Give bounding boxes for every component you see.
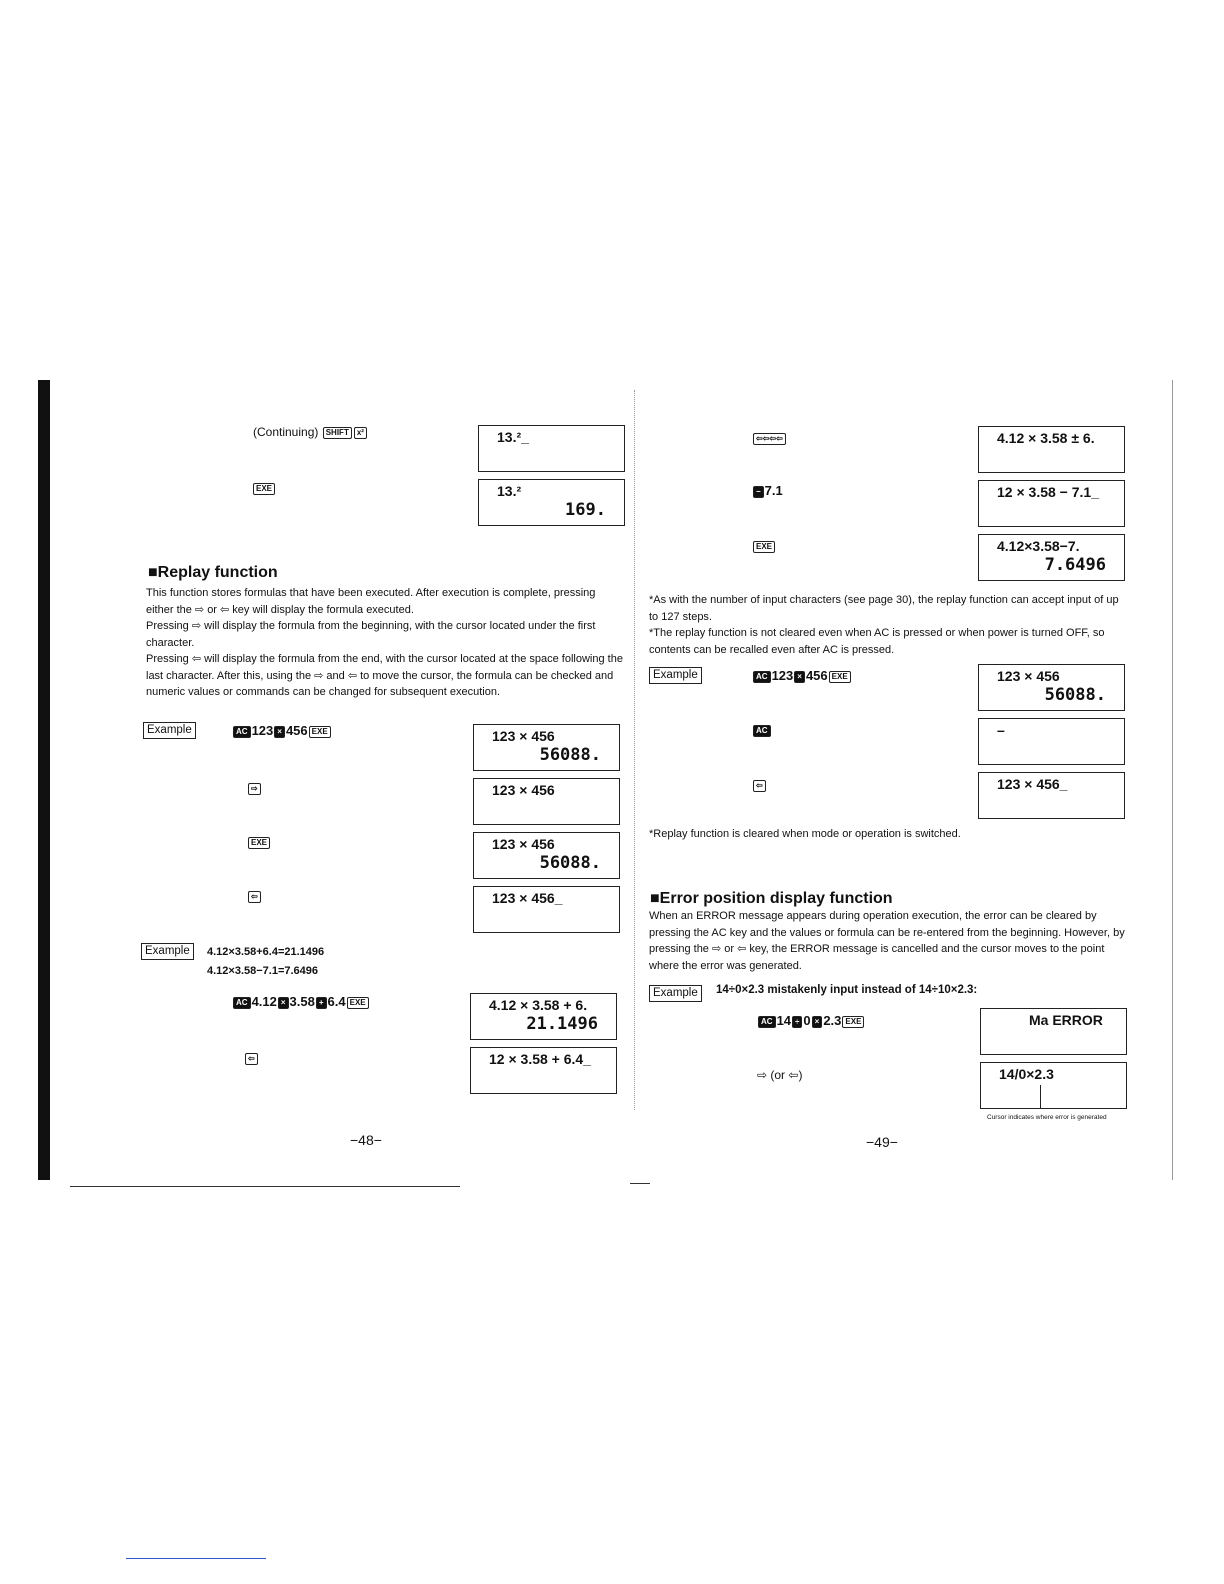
replay-para-1: This function stores formulas that have been executed. After execution is complete, pressing either the ⇨ or ⇦ key will display the formula executed.	[146, 587, 596, 616]
continuing-line	[253, 425, 368, 439]
example-1-keys: AC 123 × 456 EXE	[232, 723, 332, 738]
exe-key: EXE	[253, 483, 275, 495]
x-squared-key: x²	[354, 427, 367, 439]
lcd-ex4-a: Ma ERROR	[980, 1008, 1127, 1055]
continuing-label: (Continuing)	[253, 425, 319, 439]
example-2-keys: AC 4.12 × 3.58 + 6.4 EXE	[232, 994, 370, 1009]
binding-edge	[38, 380, 50, 1180]
lcd-ex1-a: 123 × 456 56088.	[473, 724, 620, 771]
lcd-line1: 13.²_	[497, 429, 529, 445]
exe-key-ex1: EXE	[247, 834, 271, 852]
lcd-line1: 13.²	[497, 483, 522, 499]
page-number-left: −48−	[350, 1132, 382, 1148]
replay-heading: ■Replay function	[148, 564, 278, 581]
lcd-ex1-b: 123 × 456	[473, 778, 620, 825]
example-2-label: Example	[141, 941, 194, 960]
lcd-display-2	[478, 479, 625, 526]
left-arrow-key: ⇦	[247, 888, 262, 906]
lcd-ex1-d: 123 × 456_	[473, 886, 620, 933]
lcd-ex2-a: 4.12 × 3.58 + 6. 21.1496	[470, 993, 617, 1040]
replay-cleared-note: *Replay function is cleared when mode or operation is switched.	[649, 828, 961, 840]
lcd-ex2-b: 12 × 3.58 + 6.4_	[470, 1047, 617, 1094]
lcd-r-1: 4.12 × 3.58 ± 6.	[978, 426, 1125, 473]
left-arrow-key-r: ⇦	[752, 777, 767, 795]
replay-para-2: Pressing ⇨ will display the formula from the beginning, with the cursor located under the first character.	[146, 620, 596, 649]
example-4-text: 14÷0×2.3 mistakenly input instead of 14÷10×2.3:	[716, 984, 978, 996]
error-heading: ■Error position display function	[650, 890, 893, 907]
right-arrow-key: ⇨	[247, 780, 262, 798]
lcd-ex3-b: –	[978, 718, 1125, 765]
shift-key: SHIFT	[323, 427, 352, 439]
lcd-ex3-a: 123 × 456 56088.	[978, 664, 1125, 711]
lcd-ex4-b: 14/0×2.3	[980, 1062, 1127, 1109]
ac-key-r: AC	[752, 722, 772, 740]
example-4-keys: AC 14 ÷ 0 × 2.3 EXE	[757, 1013, 865, 1028]
right-edge	[1172, 380, 1173, 1180]
lcd-ex1-c: 123 × 456 56088.	[473, 832, 620, 879]
lcd-r-3: 4.12×3.58−7. 7.6496	[978, 534, 1125, 581]
example-1-label: Example	[143, 720, 196, 739]
exe-key-r: EXE	[752, 538, 776, 556]
exe-key-line	[252, 480, 276, 498]
lcd-line2: 169.	[565, 500, 606, 520]
error-description: When an ERROR message appears during operation execution, the error can be cleared by pressing the AC key and the values or formula can be re-entered from the beginning. However, by pressing the ⇨ or ⇦ key, the ERROR message is cancelled and the cursor moves to the point where the error was generated.	[649, 910, 1125, 972]
page-number-right: −49−	[866, 1134, 898, 1150]
lcd-ex3-c: 123 × 456_	[978, 772, 1125, 819]
replay-notes: *As with the number of input characters (see page 30), the replay function can accept input of up to 127 steps. *The replay function is not cleared even when AC is pressed or when power is turned OFF, so contents can be recalled even after AC is pressed.	[649, 594, 1119, 656]
error-cursor-arrow	[1040, 1085, 1041, 1109]
example-2-formulas: 4.12×3.58+6.4=21.1496 4.12×3.58−7.1=7.6496	[207, 946, 325, 977]
bottom-rule	[70, 1186, 460, 1187]
minus-entry: − 7.1	[752, 483, 783, 498]
lcd-r-2: 12 × 3.58 − 7.1_	[978, 480, 1125, 527]
example-4-label: Example	[649, 983, 702, 1002]
cursor-caption: Cursor indicates where error is generated	[987, 1114, 1107, 1121]
example-3-keys: AC 123 × 456 EXE	[752, 668, 852, 683]
left-arrow-key-ex2: ⇦	[244, 1050, 259, 1068]
example-3-label: Example	[649, 665, 702, 684]
replay-description	[146, 585, 624, 701]
replay-para-3: Pressing ⇦ will display the formula from the end, with the cursor located at the space following the last character. After this, using the ⇨ and ⇦ to move the cursor, the formula can be checked and numeric values or commands can be changed for subsequent execution.	[146, 653, 623, 698]
corner-mark	[630, 1183, 650, 1184]
center-fold	[634, 390, 636, 1110]
bottom-link-line	[126, 1558, 266, 1559]
example-4-alt-keys: ⇨ (or ⇦)	[757, 1068, 803, 1082]
lcd-display-1	[478, 425, 625, 472]
replay-left-keys: ⇦⇦⇦⇦	[752, 430, 787, 448]
